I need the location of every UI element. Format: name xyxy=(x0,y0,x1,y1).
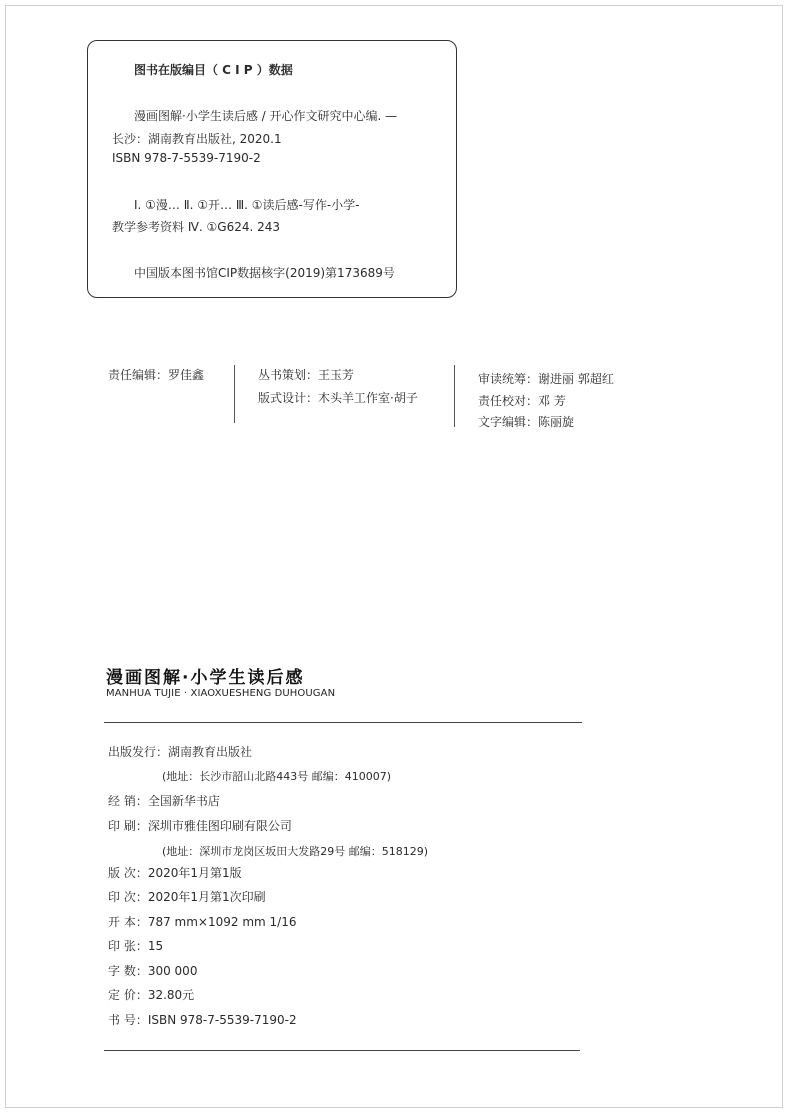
row-value: 32.80元 xyxy=(147,988,195,1002)
credit-label: 责任校对： xyxy=(478,394,539,408)
credit-label: 版式设计： xyxy=(258,391,319,405)
credits-divider-1 xyxy=(234,365,235,423)
format-row xyxy=(108,913,296,930)
row-label: 印 刷： xyxy=(108,819,148,833)
credit-value: 罗佳鑫 xyxy=(168,368,205,382)
row-label: 出版发行： xyxy=(108,745,169,759)
credit-label: 文字编辑： xyxy=(478,415,539,429)
row-label: 经 销： xyxy=(108,794,148,808)
credit-label: 责任编辑： xyxy=(108,368,169,382)
word-count-row xyxy=(108,962,197,979)
bottom-rule xyxy=(104,1050,580,1051)
top-rule xyxy=(104,722,582,723)
price-row xyxy=(108,986,194,1003)
row-label: 书 号： xyxy=(108,1013,148,1027)
row-value: 湖南教育出版社 xyxy=(168,745,253,759)
cip-line-6: 中国版本图书馆CIP数据核字(2019)第173689号 xyxy=(134,266,395,280)
row-value: 300 000 xyxy=(147,964,198,978)
row-label: 定 价： xyxy=(108,988,148,1002)
cip-heading: 图书在版编目（ C I P ）数据 xyxy=(134,63,293,77)
cip-line-4: Ⅰ. ①漫… Ⅱ. ①开… Ⅲ. ①读后感-写作-小学- xyxy=(134,198,360,212)
cip-data-box xyxy=(87,40,457,298)
row-value: ISBN 978-7-5539-7190-2 xyxy=(147,1013,297,1027)
credit-value: 木头羊工作室·胡子 xyxy=(318,391,418,405)
credit-value: 邓 芳 xyxy=(538,394,566,408)
credit-series-planner xyxy=(258,366,354,383)
credit-proofreader xyxy=(478,392,566,409)
isbn-row xyxy=(108,1011,297,1028)
row-label: 版 次： xyxy=(108,866,148,880)
cip-line-2: 长沙：湖南教育出版社, 2020.1 xyxy=(112,132,282,146)
credits-divider-2 xyxy=(454,365,455,427)
credit-value: 谢进丽 郭超红 xyxy=(538,372,614,386)
sheets-row xyxy=(108,937,163,954)
row-label: 开 本： xyxy=(108,915,148,929)
cip-line-5: 教学参考资料 Ⅳ. ①G624. 243 xyxy=(112,220,281,234)
cip-line-3: ISBN 978-7-5539-7190-2 xyxy=(112,151,261,165)
credit-value: 王玉芳 xyxy=(318,368,355,382)
edition-row xyxy=(108,864,242,881)
book-title-en: MANHUA TUJIE · XIAOXUESHENG DUHOUGAN xyxy=(106,688,336,699)
distributor-row xyxy=(108,792,220,809)
row-value: 787 mm×1092 mm 1/16 xyxy=(147,915,297,929)
printer-address: (地址：深圳市龙岗区坂田大发路29号 邮编：518129) xyxy=(162,845,429,858)
publisher-address: (地址：长沙市韶山北路443号 邮编：410007) xyxy=(162,770,392,783)
credit-value: 陈丽旋 xyxy=(538,415,575,429)
credit-layout-design xyxy=(258,389,418,406)
credit-label: 丛书策划： xyxy=(258,368,319,382)
row-value: 2020年1月第1版 xyxy=(147,866,242,880)
cip-line-1: 漫画图解·小学生读后感 / 开心作文研究中心编. — xyxy=(134,109,398,123)
printing-row xyxy=(108,888,266,905)
publisher-row xyxy=(108,743,252,760)
credit-chief-editor xyxy=(108,366,204,383)
row-label: 字 数： xyxy=(108,964,148,978)
credit-text-editor xyxy=(478,413,574,430)
row-label: 印 张： xyxy=(108,939,148,953)
row-label: 印 次： xyxy=(108,890,148,904)
row-value: 深圳市雅佳图印刷有限公司 xyxy=(147,819,292,833)
row-value: 全国新华书店 xyxy=(147,794,220,808)
credit-review-coordinator xyxy=(478,370,614,387)
credit-label: 审读统筹： xyxy=(478,372,539,386)
printer-row xyxy=(108,817,292,834)
row-value: 2020年1月第1次印刷 xyxy=(147,890,266,904)
book-title-cn: 漫画图解·小学生读后感 xyxy=(106,668,305,688)
row-value: 15 xyxy=(147,939,164,953)
